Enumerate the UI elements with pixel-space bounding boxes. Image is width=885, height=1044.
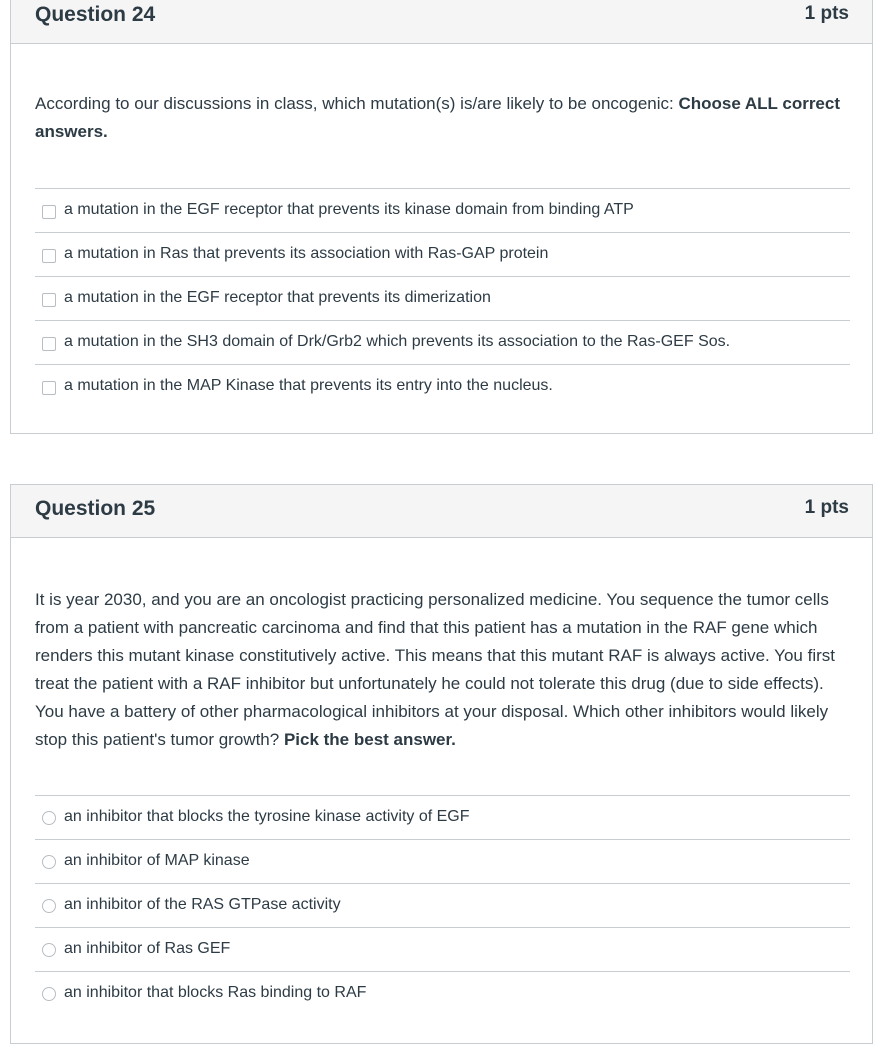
checkbox[interactable] [42,205,56,219]
question-title: Question 25 [35,497,156,520]
prompt-instruction: Choose ALL correct answers. [35,94,841,141]
answer-list [35,795,850,1016]
radio-button[interactable] [42,987,56,1001]
answer-option[interactable] [35,189,850,233]
answer-option[interactable] [35,928,850,972]
answer-option[interactable] [35,884,850,928]
checkbox[interactable] [42,381,56,395]
question-points: 1 pts [804,497,849,518]
radio-button[interactable] [42,811,56,825]
answer-label[interactable]: a mutation in the EGF receptor that prevents its dimerization [64,289,491,306]
question-points: 1 pts [804,3,849,24]
answer-option[interactable] [35,277,850,321]
answer-label[interactable]: an inhibitor of MAP kinase [64,852,250,869]
prompt-instruction: Pick the best answer. [283,730,456,749]
answer-option[interactable] [35,321,850,365]
checkbox[interactable] [42,337,56,351]
question-header [11,0,872,44]
question-prompt [35,90,853,146]
question-header [11,485,872,538]
answer-label[interactable]: a mutation in Ras that prevents its association with Ras-GAP protein [64,245,549,262]
question-title: Question 24 [35,3,156,26]
answer-label[interactable]: an inhibitor of the RAS GTPase activity [64,896,341,913]
prompt-text: It is year 2030, and you are an oncologist practicing personalized medicine. You sequence the tumor cells from a patient with pancreatic carcinoma and find that this patient has a mutation in the RAF gene which renders this mutant kinase constitutively active. This means that this mutant RAF is always active. You first treat the patient with a RAF inhibitor but unfortunately he could not tolerate this drug (due to side effects). You have a battery of other pharmacological inhibitors at your disposal. Which other inhibitors would likely stop this patient's tumor growth? [35,590,835,749]
radio-button[interactable] [42,899,56,913]
prompt-text: According to our discussions in class, which mutation(s) is/are likely to be oncogenic: [35,94,679,113]
answer-option[interactable] [35,365,850,409]
answer-option[interactable] [35,972,850,1016]
answer-label[interactable]: an inhibitor that blocks Ras binding to RAF [64,984,367,1001]
answer-option[interactable] [35,233,850,277]
answer-label[interactable]: a mutation in the EGF receptor that prevents its kinase domain from binding ATP [64,201,634,218]
radio-button[interactable] [42,855,56,869]
question-prompt [35,586,853,754]
answer-label[interactable]: an inhibitor that blocks the tyrosine kinase activity of EGF [64,808,470,825]
answer-list [35,188,850,409]
checkbox[interactable] [42,249,56,263]
answer-option[interactable] [35,840,850,884]
answer-label[interactable]: a mutation in the SH3 domain of Drk/Grb2 which prevents its association to the Ras-GEF Sos. [64,333,731,350]
answer-option[interactable] [35,796,850,840]
answer-label[interactable]: an inhibitor of Ras GEF [64,940,231,957]
answer-label[interactable]: a mutation in the MAP Kinase that prevents its entry into the nucleus. [64,377,553,394]
question-25 [10,484,873,1044]
checkbox[interactable] [42,293,56,307]
radio-button[interactable] [42,943,56,957]
question-24 [10,0,873,434]
